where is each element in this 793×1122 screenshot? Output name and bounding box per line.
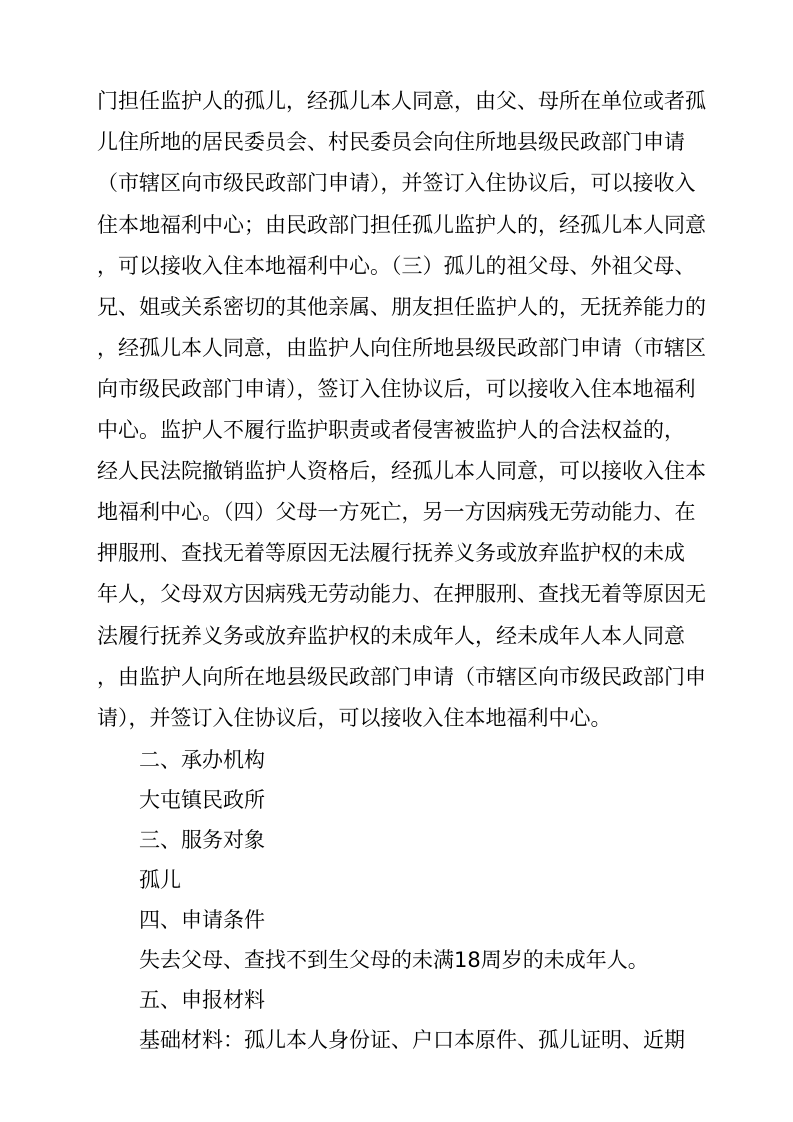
paragraph-line: （市辖区向市级民政部门申请），并签订入住协议后，可以接收入	[97, 171, 696, 195]
section-heading: 三、服务对象	[139, 828, 265, 852]
section-body: 基础材料：孤儿本人身份证、户口本原件、孤儿证明、近期	[139, 1028, 685, 1052]
section-heading: 五、申报材料	[139, 988, 265, 1012]
paragraph-line: ，经孤儿本人同意，由监护人向住所地县级民政部门申请（市辖区	[97, 336, 706, 360]
paragraph-line: 年人，父母双方因病残无劳动能力、在押服刑、查找无着等原因无	[97, 582, 706, 606]
paragraph-line: 儿住所地的居民委员会、村民委员会向住所地县级民政部门申请	[97, 130, 685, 154]
paragraph-line: 请），并签订入住协议后，可以接收入住本地福利中心。	[97, 706, 612, 730]
paragraph-line: 押服刑、查找无着等原因无法履行抚养义务或放弃监护权的未成	[97, 541, 685, 565]
paragraph-line: 向市级民政部门申请），签订入住协议后，可以接收入住本地福利	[97, 377, 696, 401]
paragraph-line: ，由监护人向所在地县级民政部门申请（市辖区向市级民政部门申	[97, 665, 706, 689]
paragraph-line: ，可以接收入住本地福利中心。（三）孤儿的祖父母、外祖父母、	[97, 254, 696, 278]
section-body: 大屯镇民政所	[139, 788, 265, 812]
paragraph-line: 法履行抚养义务或放弃监护权的未成年人，经未成年人本人同意	[97, 624, 685, 648]
section-body: 孤儿	[139, 868, 181, 892]
paragraph-line: 住本地福利中心；由民政部门担任孤儿监护人的，经孤儿本人同意	[97, 213, 706, 237]
section-body: 失去父母、查找不到生父母的未满18周岁的未成年人。	[139, 948, 649, 972]
section-heading: 二、承办机构	[139, 748, 265, 772]
paragraph-line: 中心。监护人不履行监护职责或者侵害被监护人的合法权益的，	[97, 418, 685, 442]
paragraph-line: 兄、姐或关系密切的其他亲属、朋友担任监护人的，无抚养能力的	[97, 295, 706, 319]
paragraph-line: 经人民法院撤销监护人资格后，经孤儿本人同意，可以接收入住本	[97, 459, 706, 483]
paragraph-line: 门担任监护人的孤儿，经孤儿本人同意，由父、母所在单位或者孤	[97, 89, 706, 113]
section-heading: 四、申请条件	[139, 908, 265, 932]
paragraph-line: 地福利中心。（四）父母一方死亡，另一方因病残无劳动能力、在	[97, 500, 696, 524]
